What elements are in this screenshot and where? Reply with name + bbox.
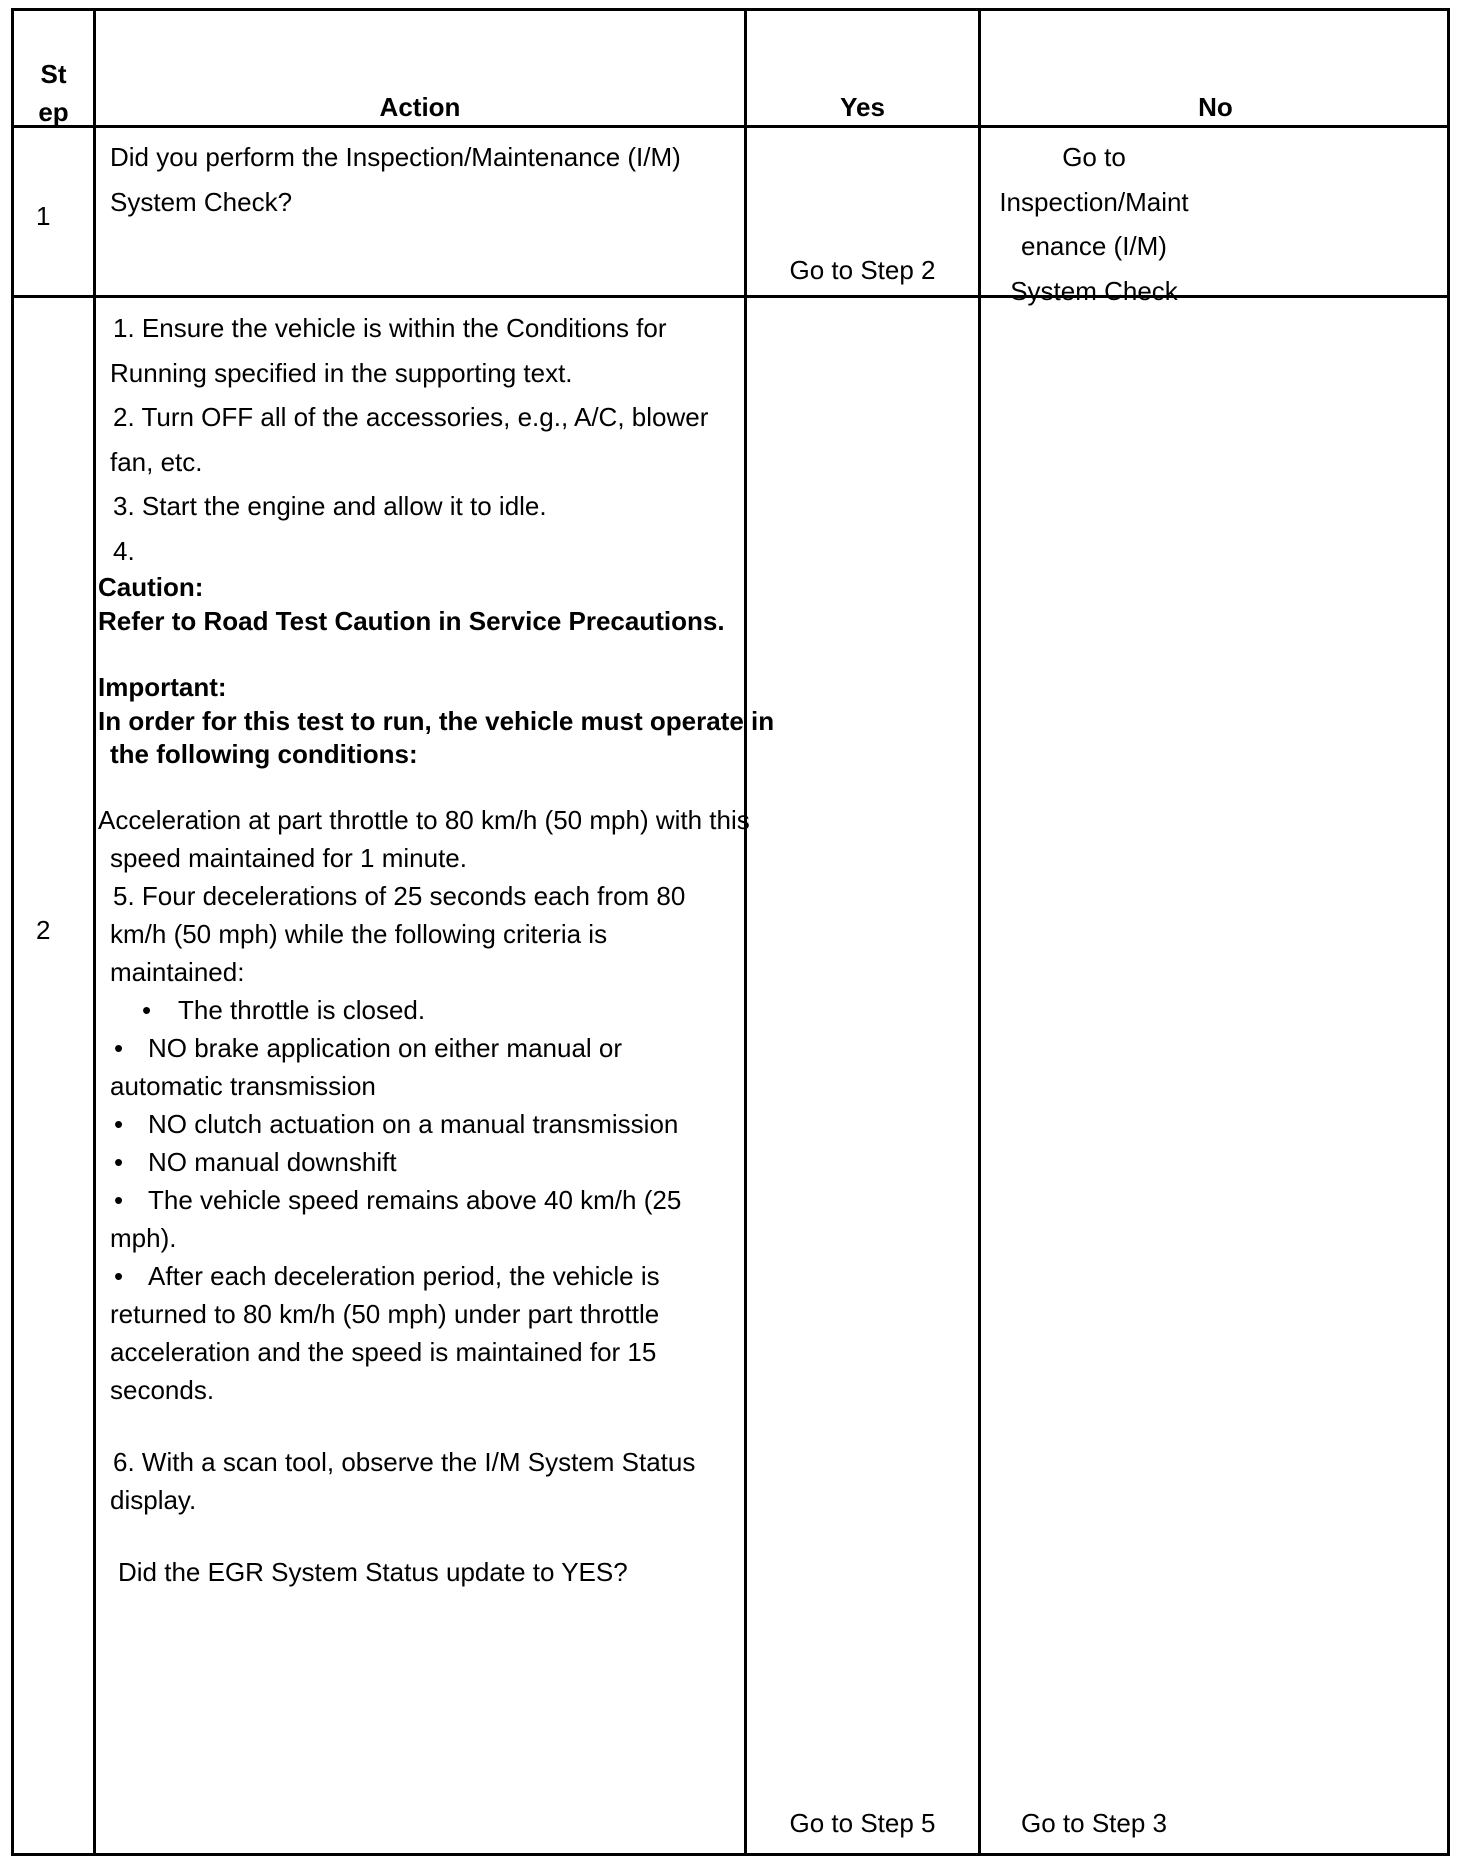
step-item-5: 5. Four decelerations of 25 seconds each from 80 (113, 880, 686, 911)
column-divider (93, 11, 96, 1853)
step-item-6: 6. With a scan tool, observe the I/M System Status (113, 1446, 696, 1477)
bullet-item: • After each deceleration period, the vehicle is (98, 1254, 738, 1292)
diagnostic-table (11, 8, 1450, 1856)
step-item-2: 2. Turn OFF all of the accessories, e.g., A/C, blower (113, 402, 709, 432)
header-action: Action (379, 92, 461, 122)
bullet-item: • NO clutch actuation on a manual transmission (98, 1102, 738, 1140)
row1-no: Go to Inspection/Maint enance (I/M) System Check (999, 142, 1189, 306)
row1-step: 1 (36, 201, 51, 231)
bullet-icon: • (114, 1260, 124, 1291)
step-item-1: 1. Ensure the vehicle is within the Conditions for (113, 313, 667, 343)
header-step: St ep (38, 59, 69, 127)
step-item-4: 4. (113, 535, 135, 566)
important-label: Important: (98, 671, 227, 702)
bullet-icon: • (114, 1184, 124, 1215)
bullet-item: • NO brake application on either manual or (98, 1026, 738, 1064)
bullet-item: • The throttle is closed. (98, 988, 738, 1026)
caution-label: Caution: (98, 571, 204, 602)
header-no: No (1198, 92, 1233, 122)
caution-text: Refer to Road Test Caution in Service Precautions. (98, 605, 725, 636)
acceleration-text: Acceleration at part throttle to 80 km/h (50 mph) with this (98, 804, 750, 835)
bullet-item: • NO manual downshift (98, 1140, 738, 1178)
bullet-icon: • (114, 1146, 124, 1177)
bullet-icon: • (114, 1032, 124, 1063)
row2-yes: Go to Step 5 (789, 1808, 936, 1838)
important-text: In order for this test to run, the vehicle must operate in (98, 705, 775, 736)
bullet-item: • The vehicle speed remains above 40 km/h (25 (98, 1178, 738, 1216)
row-divider (14, 295, 1447, 298)
step-item-3: 3. Start the engine and allow it to idle. (113, 491, 547, 521)
row1-action: Did you perform the Inspection/Maintenance (I/M) System Check? (110, 142, 681, 217)
bullet-icon: • (114, 1108, 124, 1139)
row2-action: 1. Ensure the vehicle is within the Conditions for Running specified in the supporting text. 2. Turn OFF all of the accessories, e.g., A/C, blower fan, etc. 3. Start the engine and allow it to idle. 4. Caution: Refer to Road Test Caution in Service Precautions. Important: In order for this test to run, the vehicle must operate in the following conditions: Acceleration at part throttle to 80 km/h (50 mph) with this speed maintained for 1 minute. 5. Four decelerations of 25 seconds each from 80 km/h (50 mph) while the following criteria is maintained: • The throttle is closed. • NO brake application on either manual or automatic transmission • NO clutch actuation on a manual transmission • NO manual downshift • The vehicle speed remains above 40 km/h (25 mph). • After each deceleration period, the vehicle is returned to 80 km/h (50 mph) under part throttle acceleration and the speed is maintained for 15 seconds. 6. With a scan tool, observe the I/M System Status display. Did the EGR System Status update to YES? (98, 306, 738, 1588)
header-yes: Yes (840, 92, 885, 122)
bullet-icon: • (142, 994, 152, 1025)
row2-step: 2 (36, 915, 51, 945)
row2-no: Go to Step 3 (1021, 1808, 1167, 1838)
row1-yes: Go to Step 2 (789, 255, 936, 285)
question-text: Did the EGR System Status update to YES? (118, 1556, 628, 1587)
